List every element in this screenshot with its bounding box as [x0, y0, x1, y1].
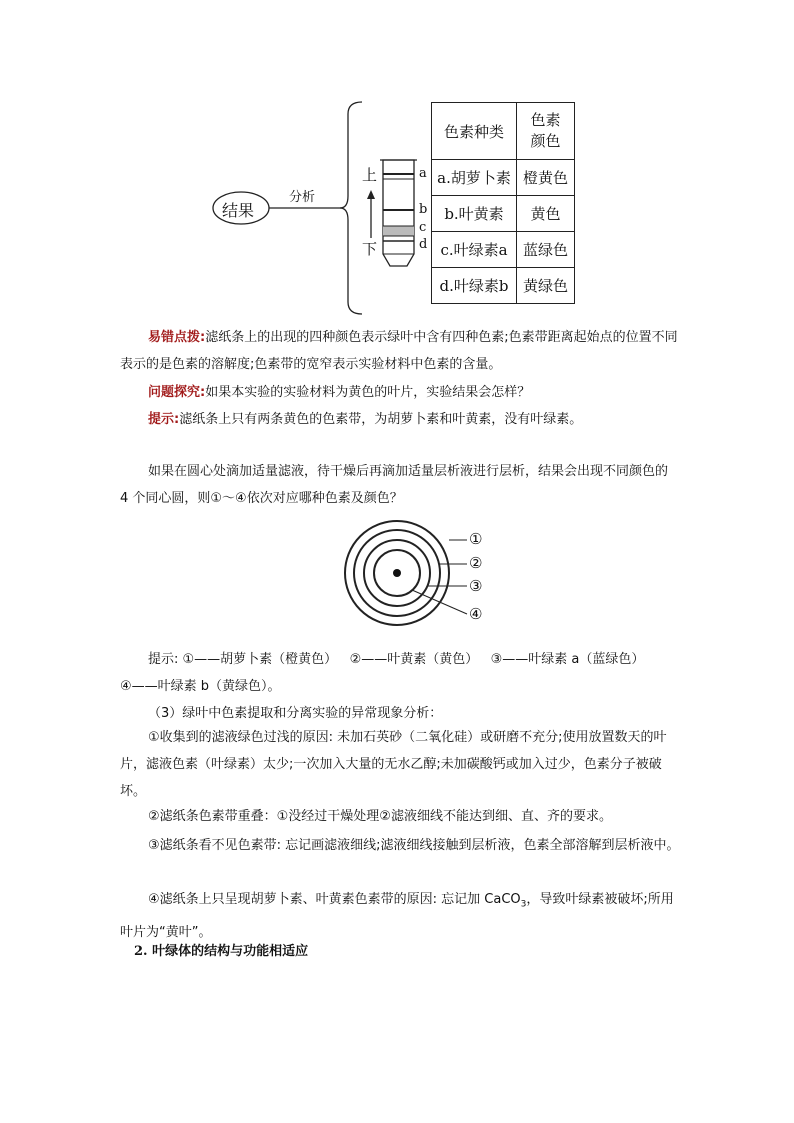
down-label: 下: [362, 240, 378, 258]
pigment-name: a.胡萝卜素: [432, 160, 517, 196]
note-hint: [148, 408, 582, 427]
circle-label-2: ②: [469, 554, 483, 572]
answer-line-1: 提示: ①——胡萝卜素（橙黄色） ②——叶黄素（黄色） ③——叶绿素 a（蓝绿色）: [148, 652, 645, 667]
section3-item1: ①收集到的滤液绿色过浅的原因: 未加石英砂（二氧化硅）或研磨不充分;使用放置数天的叶片，滤液色素（叶绿素）太少;一次加入大量的无水乙醇;未加碳酸钙或加入过少，色素分子被破坏。: [120, 730, 667, 799]
band-letter-c: c: [419, 220, 427, 235]
pigment-color: 黄绿色: [517, 268, 575, 304]
circle-label-3: ③: [469, 577, 483, 595]
result-diagram: [0, 0, 794, 330]
pigment-name: b.叶黄素: [432, 196, 517, 232]
header-pigment-color-text: 色素颜色: [530, 111, 561, 150]
circle-label-4: ④: [469, 605, 483, 623]
up-label: 上: [362, 166, 378, 184]
pigment-name: d.叶绿素b: [432, 268, 517, 304]
note-text: 如果本实验的实验材料为黄色的叶片，实验结果会怎样？: [205, 385, 531, 400]
arrow-head-icon: [367, 190, 375, 199]
note-question: [148, 381, 530, 400]
band-letter-b: b: [419, 202, 428, 217]
result-label: 结果: [222, 201, 255, 220]
section3-item4-subscript: 3: [520, 899, 527, 910]
circle-label-1: ①: [469, 530, 483, 548]
section3-title: （3）绿叶中色素提取和分离实验的异常现象分析：: [148, 706, 443, 721]
section3-item4: [120, 886, 680, 946]
concentric-question: 如果在圆心处滴加适量滤液，待干燥后再滴加适量层析液进行层析，结果会出现不同颜色的 4 个同心圆，则①～④依次对应哪种色素及颜色？: [120, 464, 669, 506]
pigment-color: 橙黄色: [517, 160, 575, 196]
header-pigment-type: 色素种类: [432, 103, 517, 160]
section3-item3: ③滤纸条看不见色素带: 忘记画滤液细线;滤液细线接触到层析液，色素全部溶解到层析液中。: [148, 838, 680, 853]
filter-paper-tube: [380, 160, 417, 266]
pigment-color: 蓝绿色: [517, 232, 575, 268]
note-text: 滤纸条上只有两条黄色的色素带，为胡萝卜素和叶黄素，没有叶绿素。: [179, 412, 583, 427]
section3-item4-part1: ④滤纸条上只呈现胡萝卜素、叶黄素色素带的原因: 忘记加 CaCO: [148, 892, 521, 907]
analysis-label: 分析: [289, 190, 316, 205]
brace: [340, 102, 362, 314]
pigment-name: c.叶绿素a: [432, 232, 517, 268]
note-text: 滤纸条上的出现的四种颜色表示绿叶中含有四种色素;色素带距离起始点的位置不同表示的是色素的溶解度;色素带的宽窄表示实验材料中色素的含量。: [120, 330, 678, 372]
note-label: 提示:: [148, 412, 180, 427]
header-pigment-color: [517, 103, 575, 160]
band-letter-d: d: [419, 237, 428, 252]
note-label: 易错点拨:: [148, 330, 206, 345]
note-label: 问题探究:: [148, 385, 206, 400]
section3-item4-part2: ，导致叶绿素被破坏;所用叶片为“黄叶”。: [120, 892, 674, 940]
section-heading-2: 2. 叶绿体的结构与功能相适应: [134, 944, 309, 959]
pigment-color: 黄色: [517, 196, 575, 232]
note-error-tip: [120, 324, 680, 378]
pigment-table: [431, 102, 575, 304]
section3-item2: ②滤纸条色素带重叠：①没经过干燥处理②滤液细线不能达到细、直、齐的要求。: [148, 809, 612, 824]
answer-line-2: ④——叶绿素 b（黄绿色）。: [120, 679, 281, 694]
band-letter-a: a: [419, 166, 427, 181]
